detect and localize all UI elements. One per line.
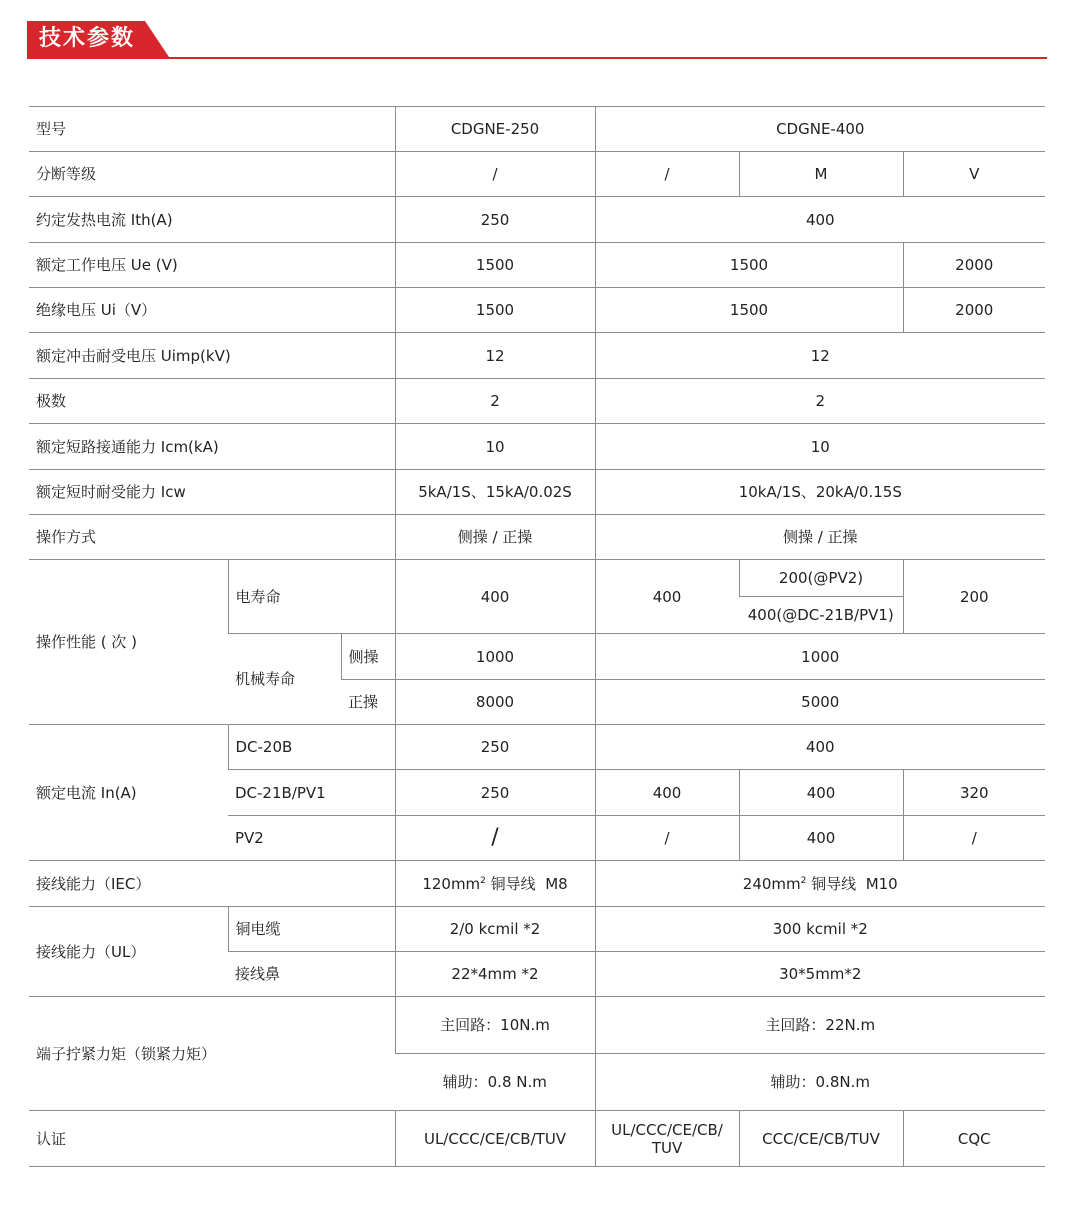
cell-value: 10kA/1S、20kA/0.15S <box>595 470 1045 515</box>
cell-value: 主回路：22N.m <box>595 997 1045 1054</box>
cell-value: 400 <box>739 816 903 861</box>
cell-value: 辅助：0.8N.m <box>595 1054 1045 1111</box>
row-poles <box>29 379 1045 424</box>
cell-value <box>395 861 595 907</box>
cell-value: 5kA/1S、15kA/0.02S <box>395 470 595 515</box>
cell-value: 侧操 / 正操 <box>595 515 1045 560</box>
row-label: 约定发热电流 Ith(A) <box>29 197 395 243</box>
cell-value: 8000 <box>395 680 595 725</box>
row-label: 额定工作电压 Ue (V) <box>29 243 395 288</box>
row-label: 极数 <box>29 379 395 424</box>
cell-value: 12 <box>395 333 595 379</box>
cell-value: 1500 <box>595 243 903 288</box>
cell-value: 2/0 kcmil *2 <box>395 907 595 952</box>
cell-value: CDGNE-250 <box>395 107 595 152</box>
cell-value: M <box>739 152 903 197</box>
row-label: 额定电流 In(A) <box>29 725 228 861</box>
cell-value: 1500 <box>395 243 595 288</box>
cell-value: 22*4mm *2 <box>395 952 595 997</box>
cell-value: UL/CCC/CE/CB/TUV <box>395 1111 595 1167</box>
section-header <box>27 21 1047 59</box>
cell-value: 2 <box>595 379 1045 424</box>
spec-table <box>29 106 1045 1167</box>
iec-400-sup: 2 <box>800 875 807 886</box>
cell-value: 侧操 / 正操 <box>395 515 595 560</box>
section-title: 技术参数 <box>39 26 136 51</box>
cell-value: 400(@DC-21B/PV1) <box>739 597 903 634</box>
row-iec <box>29 861 1045 907</box>
iec-250-size: 120mm <box>422 874 481 893</box>
cell-value: / <box>395 152 595 197</box>
cell-value: 2000 <box>903 288 1045 333</box>
row-sublabel: DC-21B/PV1 <box>228 770 395 816</box>
row-ui <box>29 288 1045 333</box>
cell-value: 主回路：10N.m <box>395 997 595 1054</box>
row-op-mode <box>29 515 1045 560</box>
cell-value: 250 <box>395 197 595 243</box>
cell-value: 1500 <box>395 288 595 333</box>
header-divider <box>27 57 1047 59</box>
cell-value: 12 <box>595 333 1045 379</box>
cell-value: 200(@PV2) <box>739 560 903 597</box>
row-label: 额定冲击耐受电压 Uimp(kV) <box>29 333 395 379</box>
iec-250-sup: 2 <box>480 875 486 886</box>
row-ue <box>29 243 1045 288</box>
row-sublabel: 铜电缆 <box>228 907 395 952</box>
cell-value: 2000 <box>903 243 1045 288</box>
cell-value: 400 <box>595 560 739 634</box>
row-uimp <box>29 333 1045 379</box>
cell-value: 辅助：0.8 N.m <box>395 1054 595 1111</box>
row-icw <box>29 470 1045 515</box>
row-label: 接线能力（UL） <box>29 907 228 997</box>
row-label: 接线能力（IEC） <box>29 861 395 907</box>
cell-value: 10 <box>595 424 1045 470</box>
cell-value: 400 <box>595 725 1045 770</box>
row-sublabel: 正操 <box>341 680 395 725</box>
cell-value: 400 <box>739 770 903 816</box>
row-elec-life-a <box>29 560 1045 597</box>
cell-value: 300 kcmil *2 <box>595 907 1045 952</box>
row-model <box>29 107 1045 152</box>
cell-value: 1500 <box>595 288 903 333</box>
row-torque-main <box>29 997 1045 1054</box>
cell-value: 30*5mm*2 <box>595 952 1045 997</box>
row-ul-cable <box>29 907 1045 952</box>
row-breaking <box>29 152 1045 197</box>
row-sublabel: 机械寿命 <box>228 634 341 725</box>
cell-value: 400 <box>595 197 1045 243</box>
row-label: 绝缘电压 Ui（V） <box>29 288 395 333</box>
cell-value: CCC/CE/CB/TUV <box>739 1111 903 1167</box>
row-label: 分断等级 <box>29 152 395 197</box>
cell-value: V <box>903 152 1045 197</box>
row-icm <box>29 424 1045 470</box>
cell-value: CDGNE-400 <box>595 107 1045 152</box>
cell-value: 5000 <box>595 680 1045 725</box>
cell-value: 200 <box>903 560 1045 634</box>
cell-value: / <box>595 152 739 197</box>
row-sublabel: 电寿命 <box>228 560 395 634</box>
cell-value: / <box>395 816 595 861</box>
cell-value: 250 <box>395 770 595 816</box>
row-label: 操作方式 <box>29 515 395 560</box>
cell-value: 2 <box>395 379 595 424</box>
row-label: 额定短时耐受能力 Icw <box>29 470 395 515</box>
cell-value: UL/CCC/CE/CB/ TUV <box>595 1111 739 1167</box>
cell-value: 1000 <box>395 634 595 680</box>
iec-400-rest: 铜导线 M10 <box>806 874 898 893</box>
row-sublabel: DC-20B <box>228 725 395 770</box>
row-cert <box>29 1111 1045 1167</box>
row-label: 额定短路接通能力 Icm(kA) <box>29 424 395 470</box>
row-label: 端子拧紧力矩（锁紧力矩） <box>29 997 395 1111</box>
row-sublabel: 侧操 <box>341 634 395 680</box>
cell-value: 10 <box>395 424 595 470</box>
row-label: 型号 <box>29 107 395 152</box>
row-label: 认证 <box>29 1111 395 1167</box>
cell-value: / <box>903 816 1045 861</box>
row-sublabel: PV2 <box>228 816 395 861</box>
cell-value: 250 <box>395 725 595 770</box>
cell-value: 400 <box>595 770 739 816</box>
row-label: 操作性能 ( 次 ) <box>29 560 228 725</box>
iec-400-size: 240mm <box>742 874 801 893</box>
cell-value: 320 <box>903 770 1045 816</box>
cell-value: CQC <box>903 1111 1045 1167</box>
row-ith <box>29 197 1045 243</box>
cell-value: 400 <box>395 560 595 634</box>
row-dc20b <box>29 725 1045 770</box>
row-sublabel: 接线鼻 <box>228 952 395 997</box>
cell-value: 1000 <box>595 634 1045 680</box>
iec-250-rest: 铜导线 M8 <box>485 874 568 893</box>
cell-value <box>595 861 1045 907</box>
cell-value: / <box>595 816 739 861</box>
